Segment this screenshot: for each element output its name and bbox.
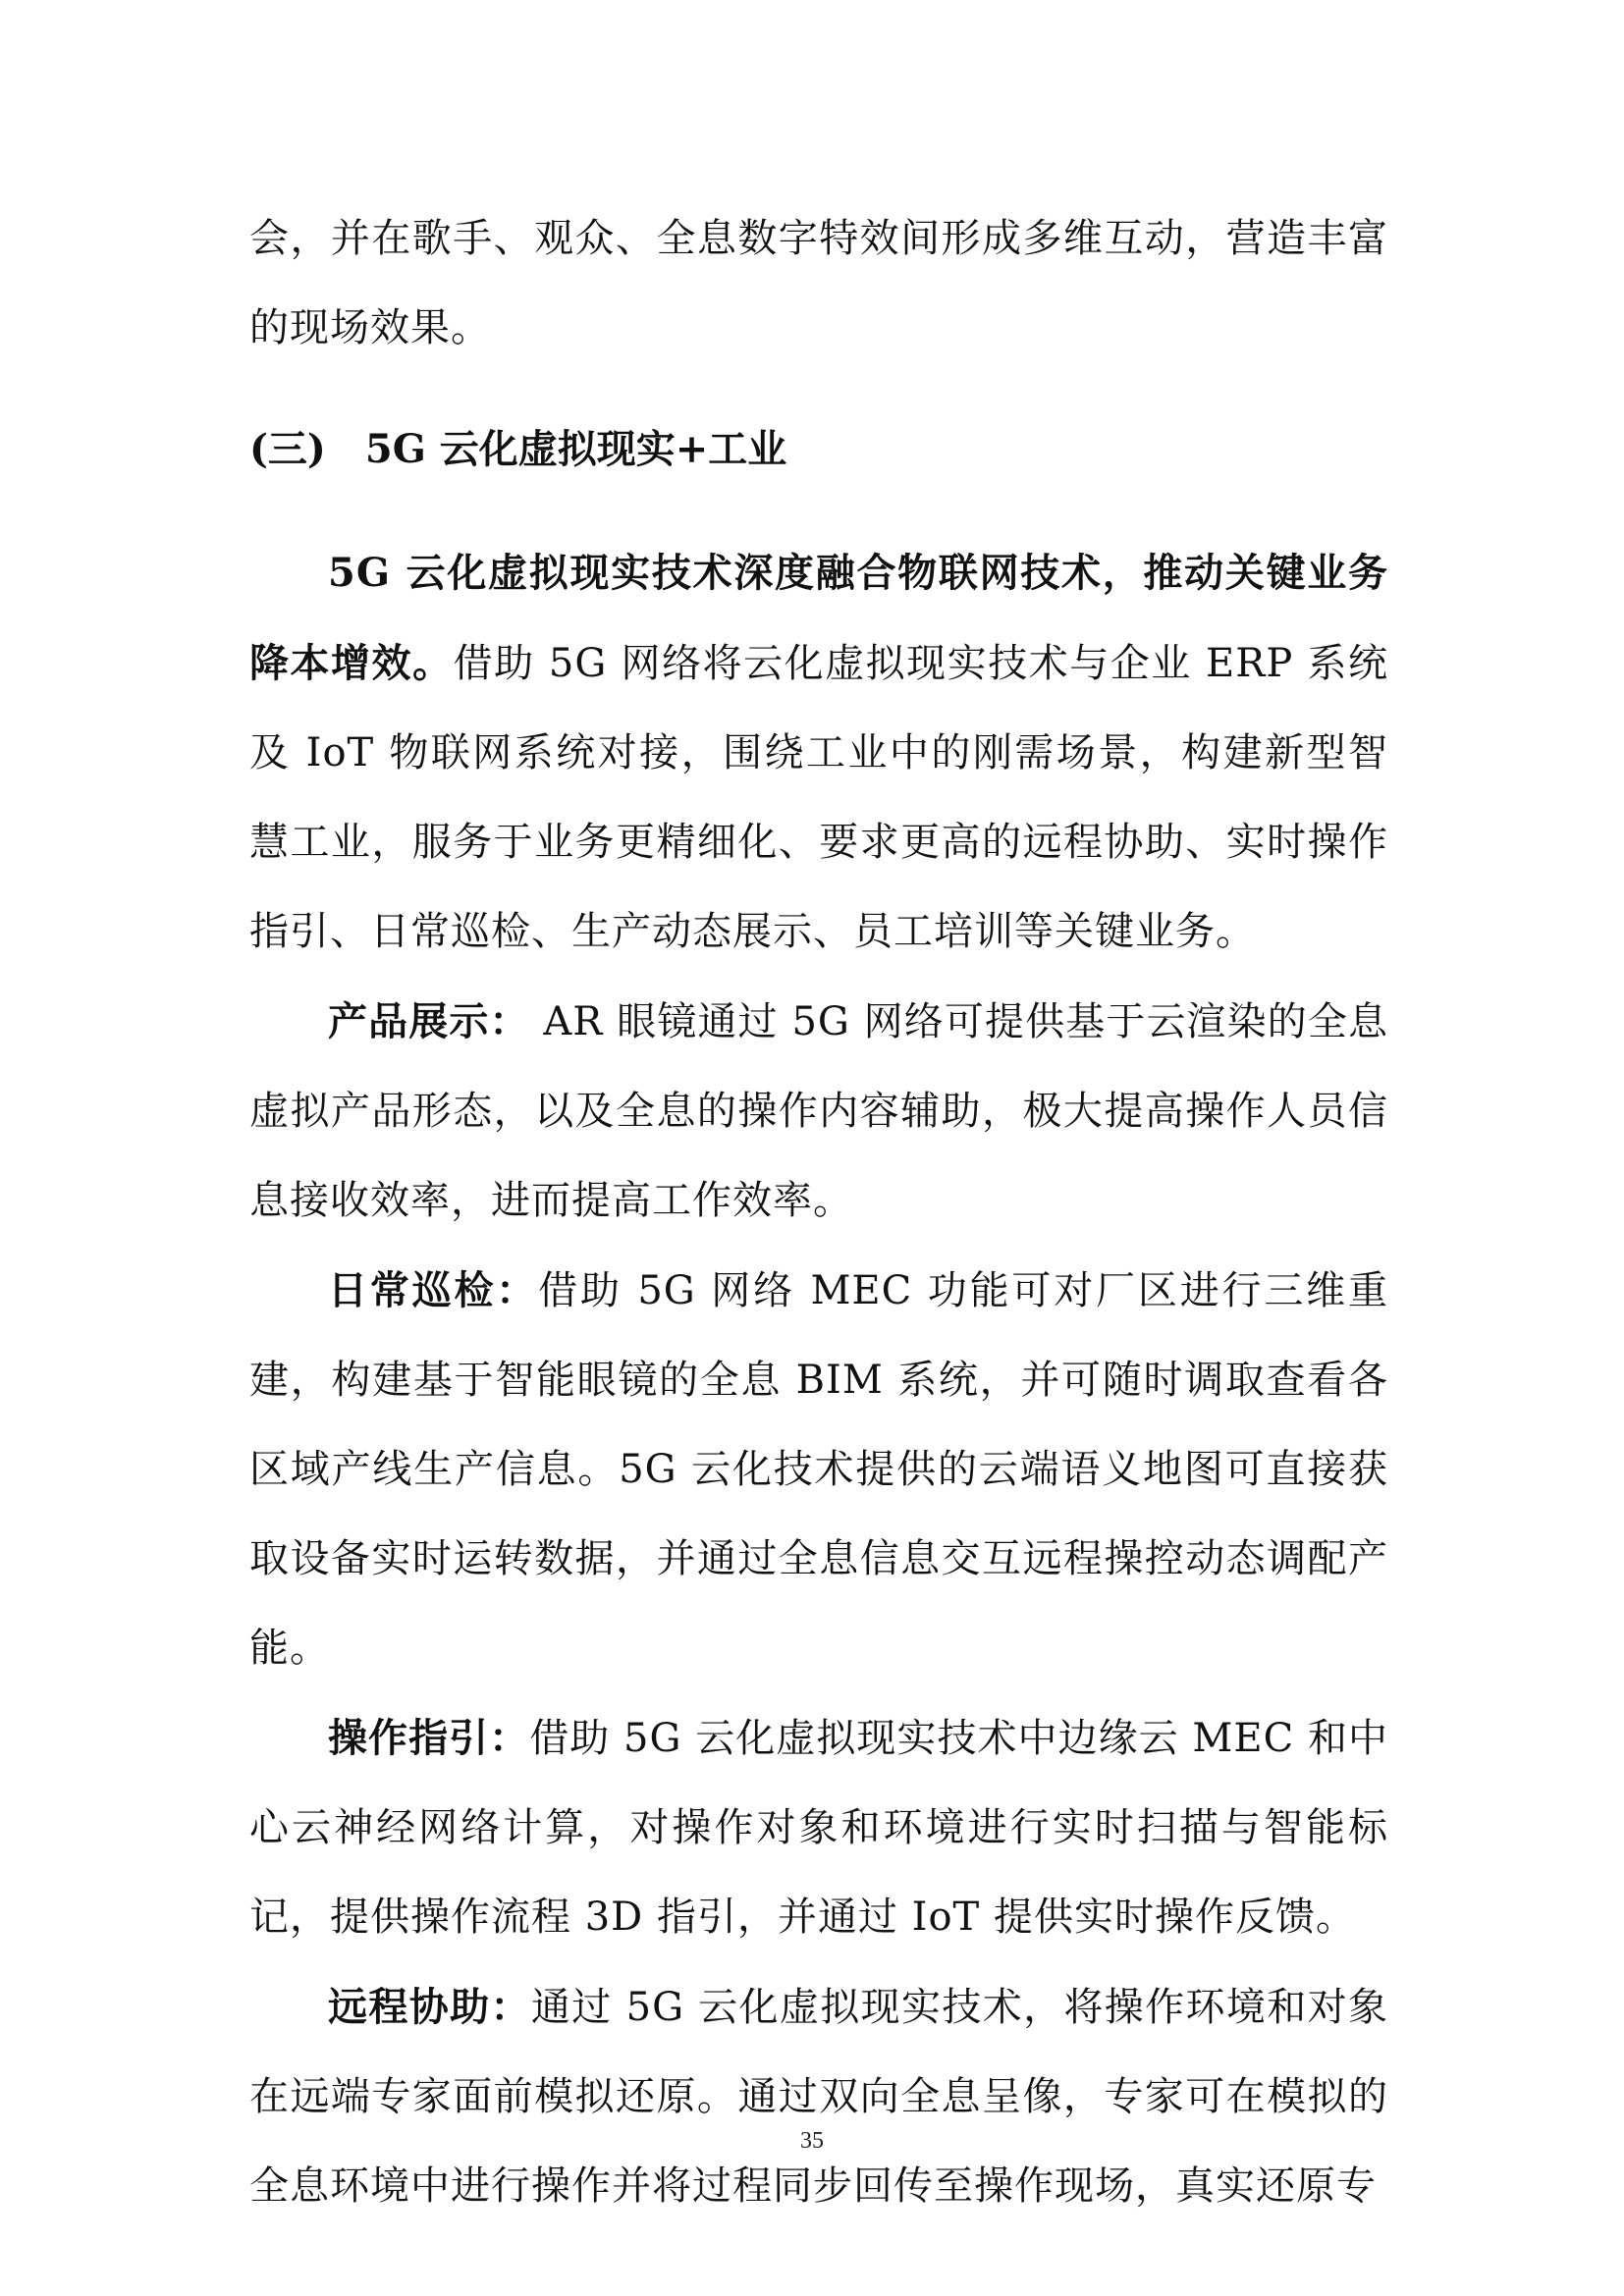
paragraph-lead: 产品展示： xyxy=(328,998,530,1044)
paragraph-body: AR 眼镜通过 5G 网络可提供基于云渲染的全息虚拟产品形态，以及全息的操作内容辅助，极大提高操作人员信息接收效率，进而提高工作效率。 xyxy=(249,999,1388,1223)
section-number: (三) xyxy=(249,426,326,472)
body-paragraphs xyxy=(249,528,1388,2231)
page-number: 35 xyxy=(800,2128,824,2154)
paragraph-lead: 操作指引： xyxy=(328,1715,530,1761)
paragraph-lead: 远程协助： xyxy=(328,1984,531,2030)
paragraph-remote-assistance xyxy=(249,1962,1388,2231)
continuation-paragraph: 会，并在歌手、观众、全息数字特效间形成多维互动，营造丰富的现场效果。 xyxy=(249,216,1388,350)
section-title: 5G 云化虚拟现实+工业 xyxy=(364,426,787,472)
paragraph-overview xyxy=(249,528,1388,977)
paragraph-lead: 日常巡检： xyxy=(328,1267,539,1313)
paragraph-product-display xyxy=(249,977,1388,1246)
section-heading xyxy=(249,404,1388,494)
paragraph-body: 借助 5G 云化虚拟现实技术中边缘云 MEC 和中心云神经网络计算，对操作对象和环境进行实时扫描与智能标记，提供操作流程 3D 指引，并通过 IoT 提供实时操作反馈。 xyxy=(249,1716,1388,1940)
paragraph-body: 通过 5G 云化虚拟现实技术，将操作环境和对象在远端专家面前模拟还原。通过双向全息呈像，专家可在模拟的全息环境中进行操作并将过程同步回传至操作现场，真实还原专 xyxy=(249,1985,1389,2209)
paragraph-daily-inspection xyxy=(249,1246,1388,1693)
paragraph-lead: 5G 云化虚拟现实技术深度融合物联网技术，推动关键业务降本增效。 xyxy=(249,550,1388,686)
paragraph-operation-guidance xyxy=(249,1693,1388,1962)
paragraph-body: 借助 5G 网络将云化虚拟现实技术与企业 ERP 系统及 IoT 物联网系统对接，围绕工业中的刚需场景，构建新型智慧工业，服务于业务更精细化、要求更高的远程协助、实时操作指引、日常巡检、生产动态展示、员工培训等关键业务。 xyxy=(249,641,1389,954)
paragraph-body: 借助 5G 网络 MEC 功能可对厂区进行三维重建，构建基于智能眼镜的全息 BIM 系统，并可随时调取查看各区域产线生产信息。5G 云化技术提供的云端语义地图可直接获取设备实时运转数据，并通过全息信息交互远程操控动态调配产能。 xyxy=(249,1268,1388,1671)
